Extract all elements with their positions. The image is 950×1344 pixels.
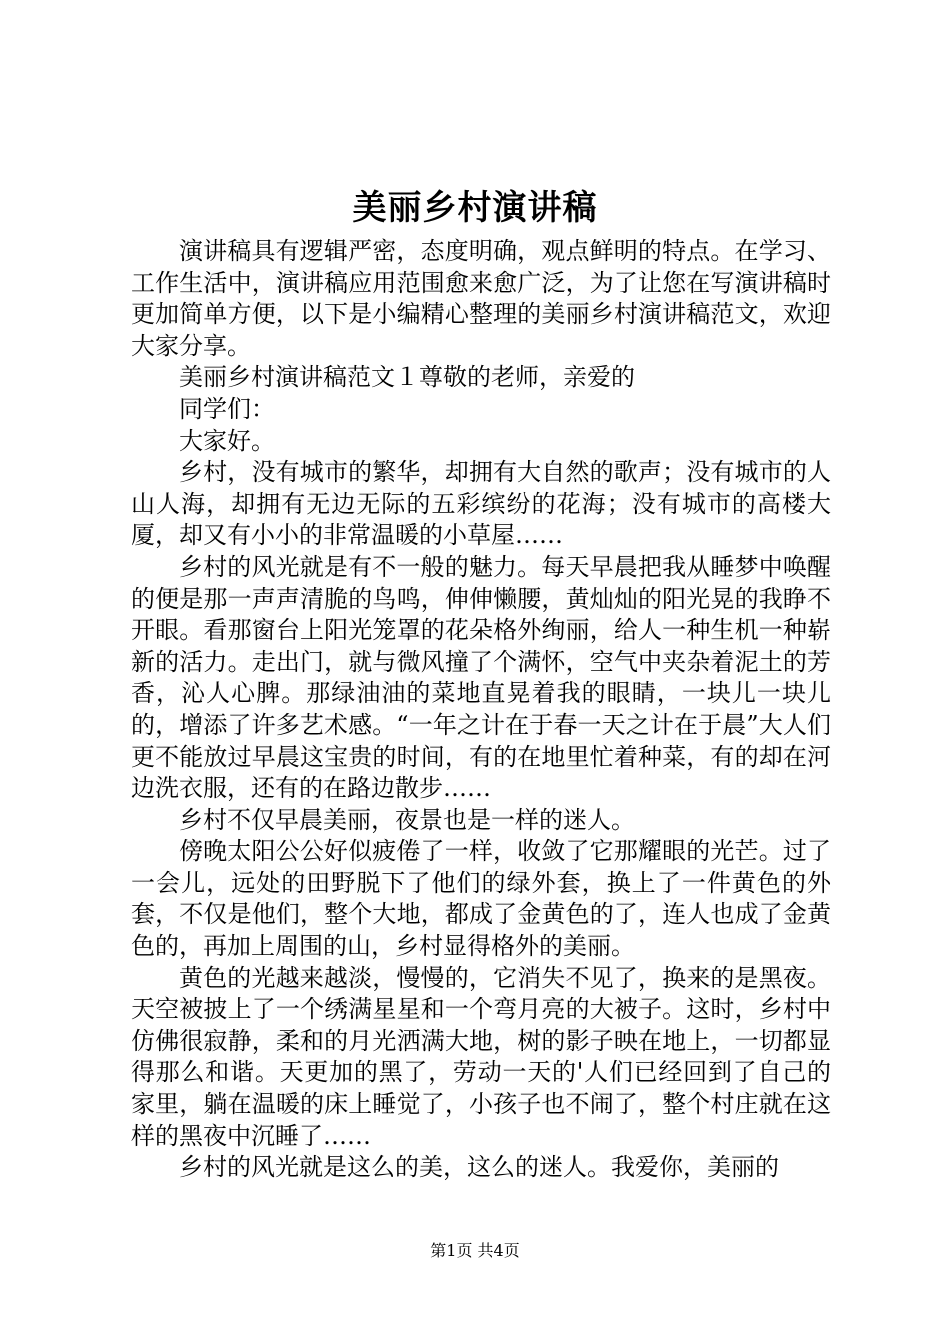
paragraph-morning-scenery: 乡村的风光就是有不一般的魅力。每天早晨把我从睡梦中唤醒的便是那一声声清脆的鸟鸣，伸伸懒腰，黄灿灿的阳光晃的我睁不开眼。看那窗台上阳光笼罩的花朵格外绚丽，给人一种生机一种崭新的活力。走出门，就与微风撞了个满怀，空气中夹杂着泥土的芳香，沁人心脾。那绿油油的菜地直晃着我的眼睛，一块儿一块儿的，增添了许多艺术感。“一年之计在于春一天之计在于晨”大人们更不能放过早晨这宝贵的时间，有的在地里忙着种菜，有的却在河边洗衣服，还有的在路边散步……: [131, 552, 831, 803]
paragraph-dusk: 傍晚太阳公公好似疲倦了一样，收敛了它那耀眼的光芒。过了一会儿，远处的田野脱下了他们的绿外套，换上了一件黄色的外套，不仅是他们，整个大地，都成了金黄色的了，连人也成了金黄色的，再加上周围的山，乡村显得格外的美丽。: [131, 837, 831, 961]
paragraph-night-intro: 乡村不仅早晨美丽，夜景也是一样的迷人。: [179, 805, 635, 834]
document-body: [131, 236, 831, 1184]
paragraph-village-contrast: 乡村，没有城市的繁华，却拥有大自然的歌声；没有城市的人山人海，却拥有无边无际的五彩缤纷的花海；没有城市的高楼大厦，却又有小小的非常温暖的小草屋……: [131, 458, 831, 550]
paragraph-intro: 演讲稿具有逻辑严密，态度明确，观点鲜明的特点。在学习、工作生活中，演讲稿应用范围愈来愈广泛，为了让您在写演讲稿时更加简单方便，以下是小编精心整理的美丽乡村演讲稿范文，欢迎大家分享。: [131, 237, 831, 360]
document-title: 美丽乡村演讲稿: [352, 188, 598, 228]
paragraph-closing: 乡村的风光就是这么的美，这么的迷人。我爱你，美丽的: [179, 1153, 779, 1182]
paragraph-night: 黄色的光越来越淡，慢慢的，它消失不见了，换来的是黑夜。天空被披上了一个绣满星星和一个弯月亮的大被子。这时，乡村中仿佛很寂静，柔和的月光洒满大地，树的影子映在地上，一切都显得那么和谐。天更加的黑了，劳动一天的'人们已经回到了自己的家里，躺在温暖的床上睡觉了，小孩子也不闹了，整个村庄就在这样的黑夜中沉睡了……: [131, 963, 831, 1150]
paragraph-heading-line: 美丽乡村演讲稿范文１尊敬的老师，亲爱的: [179, 363, 635, 392]
paragraph-greeting: 大家好。: [179, 426, 275, 455]
paragraph-salutation: 同学们：: [179, 394, 275, 423]
page-number-footer: 第1页 共4页: [430, 1241, 520, 1260]
